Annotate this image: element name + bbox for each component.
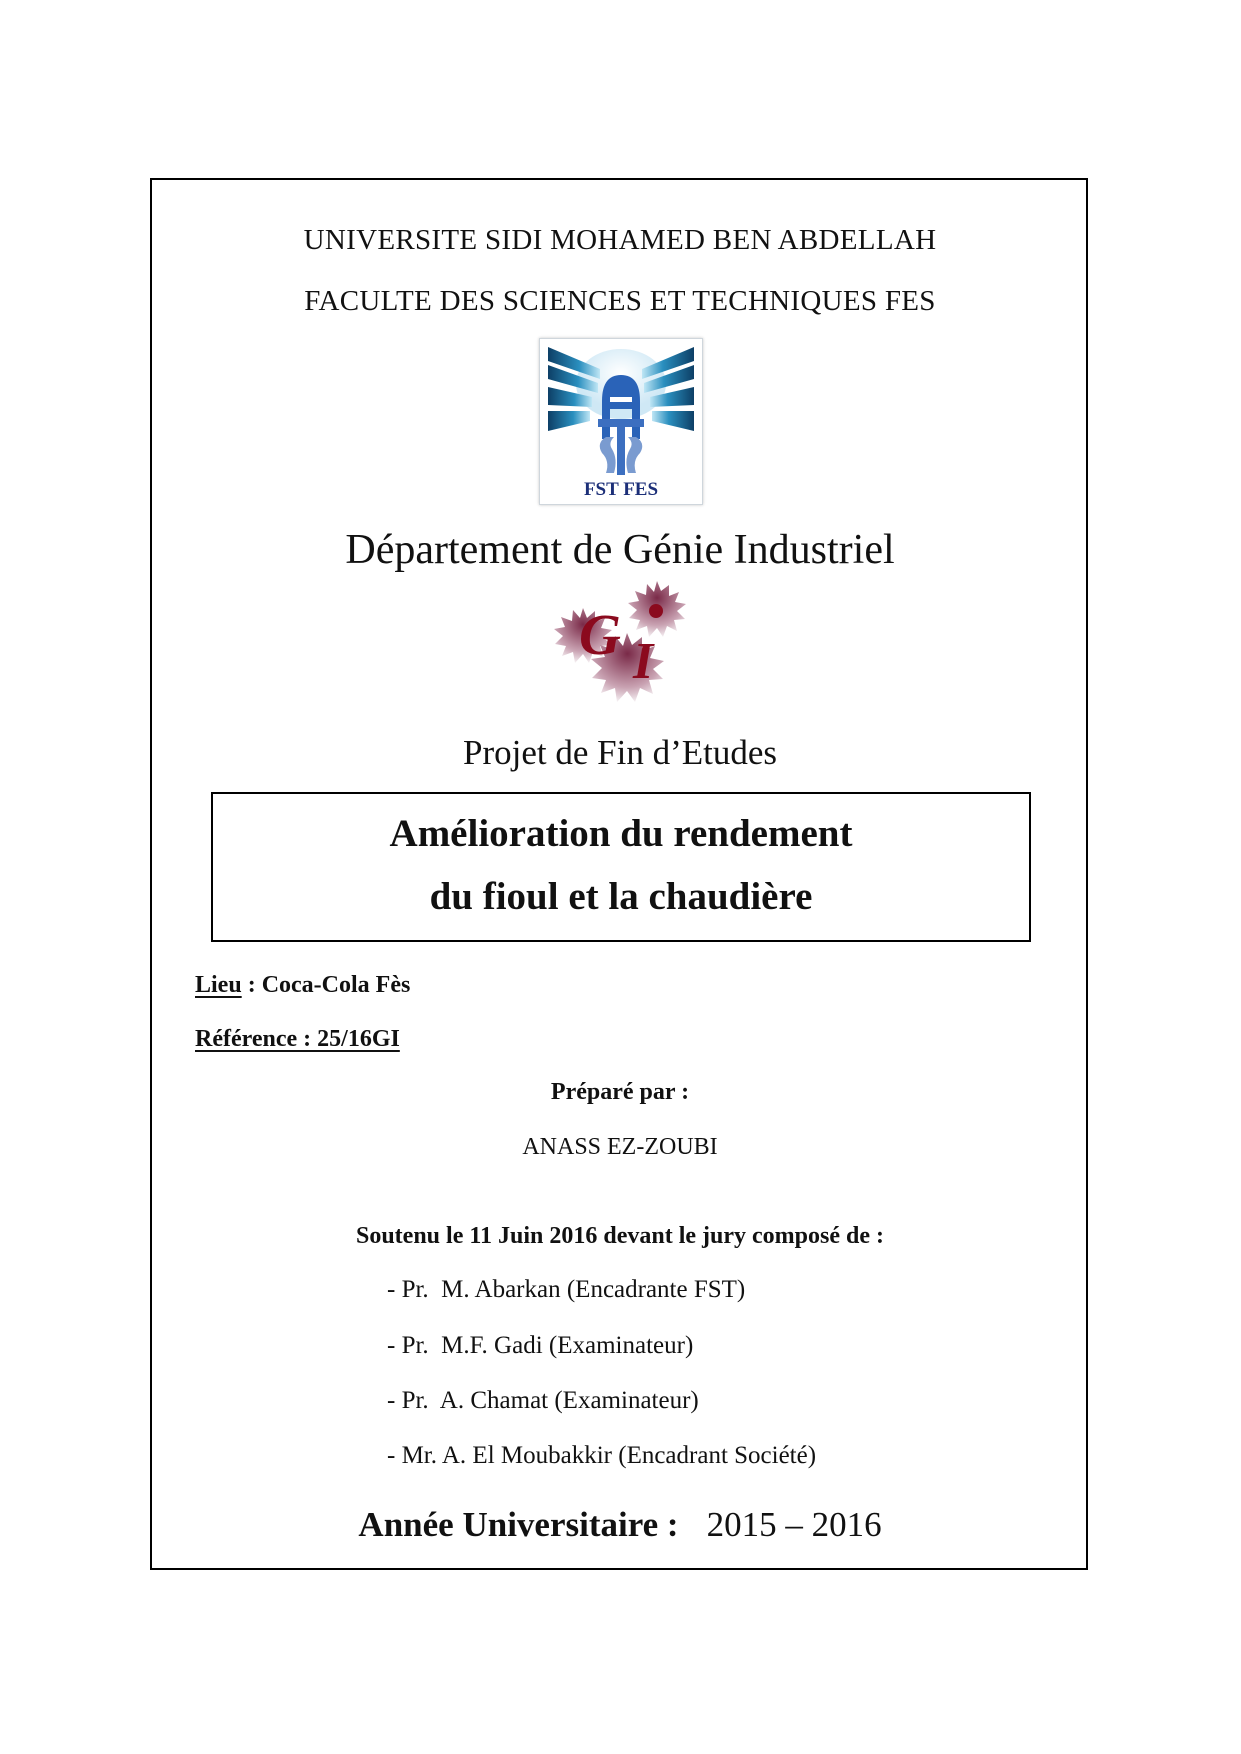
jury-member: - Pr. A. Chamat (Examinateur): [387, 1387, 699, 1414]
fst-emblem-icon: [540, 339, 702, 504]
academic-year: [150, 1505, 1090, 1545]
location-value: Coca-Cola Fès: [261, 972, 411, 998]
location-label: Lieu: [195, 972, 242, 998]
university-name: UNIVERSITE SIDI MOHAMED BEN ABDELLAH: [303, 224, 937, 256]
location-separator: :: [241, 972, 262, 998]
svg-text:G: G: [579, 602, 621, 667]
gears-icon: [545, 578, 695, 713]
prepared-by-label: Préparé par :: [550, 1079, 690, 1105]
author-name: ANASS EZ-ZOUBI: [522, 1134, 718, 1160]
department-name: Département de Génie Industriel: [345, 527, 895, 573]
project-title-box: [211, 792, 1031, 942]
academic-year-value: 2015 – 2016: [706, 1505, 882, 1544]
reference: Référence : 25/16GI: [195, 1026, 400, 1052]
jury-member: - Pr. M. Abarkan (Encadrante FST): [387, 1276, 746, 1303]
project-title-line-2: du fioul et la chaudière: [429, 875, 813, 918]
fst-fes-logo: [539, 338, 703, 505]
faculty-name: FACULTE DES SCIENCES ET TECHNIQUES FES: [304, 285, 936, 317]
project-title-line-1: Amélioration du rendement: [389, 812, 853, 855]
location: [195, 972, 410, 999]
defense-statement: Soutenu le 11 Juin 2016 devant le jury composé de :: [355, 1223, 885, 1249]
academic-year-label: Année Universitaire :: [358, 1505, 679, 1544]
svg-text:I: I: [633, 633, 654, 690]
jury-member: - Mr. A. El Moubakkir (Encadrant Société): [387, 1442, 817, 1469]
jury-member: - Pr. M.F. Gadi (Examinateur): [387, 1332, 694, 1359]
project-type: Projet de Fin d’Etudes: [463, 733, 777, 772]
gi-department-logo: [545, 578, 695, 713]
svg-text:FST FES: FST FES: [583, 479, 659, 500]
